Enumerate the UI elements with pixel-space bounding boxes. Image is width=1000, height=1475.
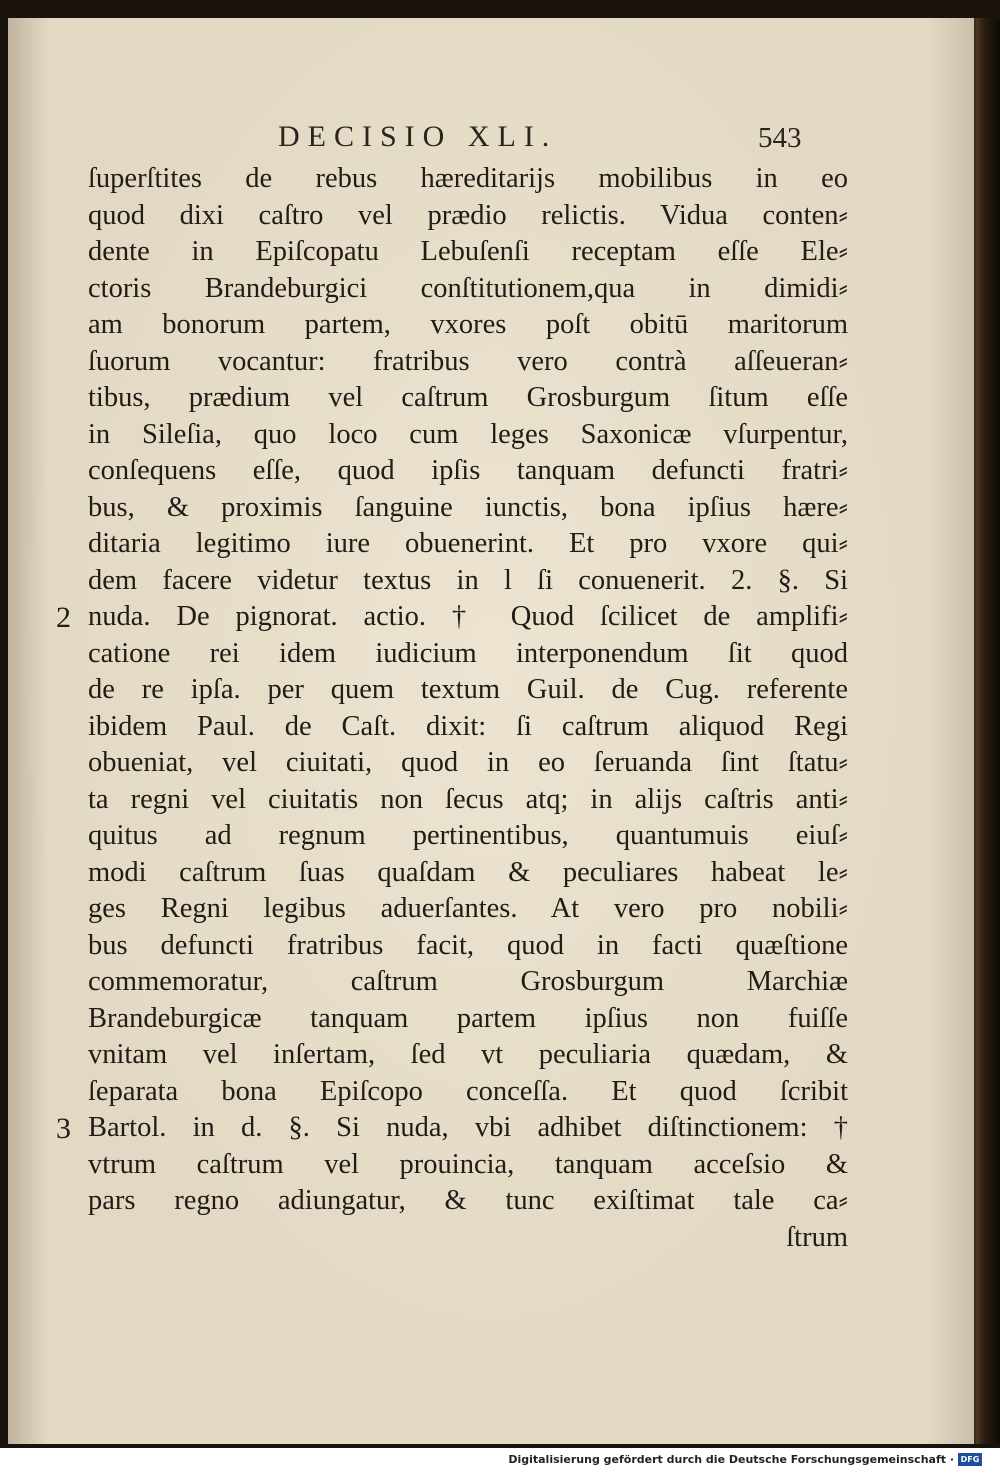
text-line: Brandeburgicæ tanquam partem ipſius non fuiſſe bbox=[88, 1002, 848, 1034]
funding-notice: Digitalisierung gefördert durch die Deutsche Forschungsgemeinschaft · bbox=[508, 1453, 954, 1466]
text-line: obueniat, vel ciuitati, quod in eo ſeruanda ſint ſtatu⸗ bbox=[88, 747, 848, 778]
running-title: DECISIO XLI. bbox=[278, 120, 558, 153]
text-line: ſeparata bona Epiſcopo conceſſa. Et quod ſcribit bbox=[88, 1075, 848, 1107]
text-line: ta regni vel ciuitatis non ſecus atq; in alijs caſtris anti⸗ bbox=[88, 783, 848, 815]
text-line: quod dixi caſtro vel prædio relictis. Vidua conten⸗ bbox=[88, 199, 848, 231]
text-line: bus, & proximis ſanguine iunctis, bona ipſius hære⸗ bbox=[88, 491, 848, 523]
text-line: ſuperſtites de rebus hæreditarijs mobilibus in eo bbox=[88, 163, 848, 194]
text-line: vtrum caſtrum vel prouincia, tanquam acceſsio & bbox=[88, 1148, 848, 1180]
marginal-number: 2 bbox=[56, 601, 71, 634]
text-line: dem facere videtur textus in l ſi conuenerit. 2. §. Si bbox=[88, 564, 848, 596]
text-line: ges Regni legibus aduerſantes. At vero pro nobili⸗ bbox=[88, 893, 848, 924]
text-line: Bartol. in d. §. Si nuda, vbi adhibet diſtinctionem: † bbox=[88, 1112, 848, 1143]
catchword: ſtrum bbox=[786, 1221, 848, 1253]
text-line: ibidem Paul. de Caſt. dixit: ſi caſtrum aliquod Regi bbox=[88, 710, 848, 742]
text-line: quitus ad regnum pertinentibus, quantumuis eiuſ⸗ bbox=[88, 820, 848, 851]
text-line: pars regno adiungatur, & tunc exiſtimat tale ca⸗ bbox=[88, 1185, 848, 1216]
text-line: ſuorum vocantur: fratribus vero contrà aſſeueran⸗ bbox=[88, 345, 848, 377]
text-line: commemoratur, caſtrum Grosburgum Marchiæ bbox=[88, 966, 848, 997]
body-text bbox=[88, 161, 848, 1256]
running-head bbox=[8, 120, 974, 160]
text-line: modi caſtrum ſuas quaſdam & peculiares habeat le⸗ bbox=[88, 856, 848, 888]
dfg-logo-icon: DFG bbox=[958, 1453, 982, 1466]
text-line: ctoris Brandeburgici conſtitutionem,qua in dimidi⸗ bbox=[88, 272, 848, 304]
marginal-number: 3 bbox=[56, 1112, 71, 1145]
text-line: de re ipſa. per quem textum Guil. de Cug. referente bbox=[88, 674, 848, 705]
text-line: dente in Epiſcopatu Lebuſenſi receptam eſſe Ele⸗ bbox=[88, 236, 848, 267]
text-line: vnitam vel inſertam, ſed vt peculiaria quædam, & bbox=[88, 1039, 848, 1070]
book-edge bbox=[974, 18, 1000, 1444]
text-line: conſequens eſſe, quod ipſis tanquam defuncti fratri⸗ bbox=[88, 455, 848, 486]
footer-bar bbox=[0, 1448, 1000, 1475]
text-line: ditaria legitimo iure obuenerint. Et pro vxore qui⸗ bbox=[88, 528, 848, 559]
book-page bbox=[8, 18, 976, 1444]
text-line: am bonorum partem, vxores poſt obitū maritorum bbox=[88, 309, 848, 340]
text-line: in Sileſia, quo loco cum leges Saxonicæ vſurpentur, bbox=[88, 418, 848, 450]
page-number: 543 bbox=[758, 122, 802, 154]
text-line: nuda. De pignorat. actio. † Quod ſcilicet de amplifi⸗ bbox=[88, 601, 848, 632]
text-line: bus defuncti fratribus facit, quod in facti quæſtione bbox=[88, 929, 848, 961]
text-line: catione rei idem iudicium interponendum ſit quod bbox=[88, 637, 848, 669]
text-line: tibus, prædium vel caſtrum Grosburgum ſitum eſſe bbox=[88, 382, 848, 413]
